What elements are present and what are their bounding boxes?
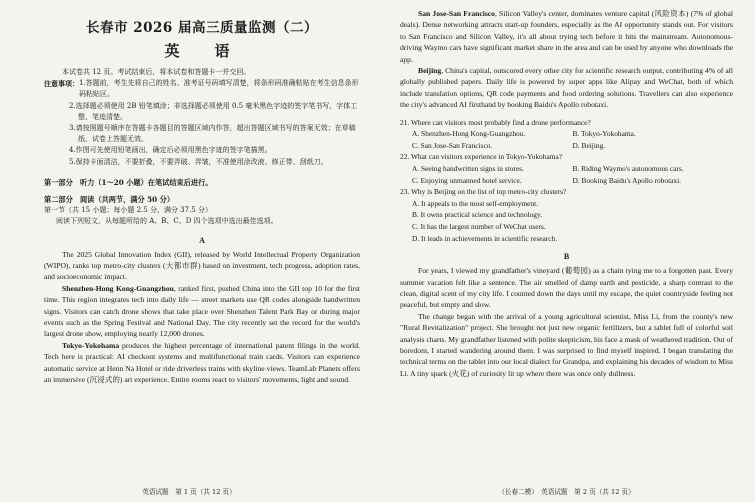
subject-title: 英 语 — [164, 42, 240, 60]
exam-intro: 本试卷共 12 页。考试结束后，将本试卷和答题卡一并交回。 — [62, 68, 251, 76]
passage-b-label: B — [563, 252, 570, 262]
para-2-body: , ranked first, pushed China into the GII top 10 for the first time. This region integrates tech into daily life — street markets use QR codes alongside handwritten signs. Visitors can catch drone shows that take place over Shenzhen Talent Park Bay or during major events such as the Spring Festival and National Day. The city recently set the record for the world's largest drone show, employing nearly 12,000 drones. — [44, 283, 360, 339]
question-21: 21. Where can visitors most probably find a drone performance? — [400, 117, 591, 127]
question-23-options — [400, 198, 733, 244]
option: B. It owns practical science and technology. — [412, 210, 543, 220]
page-2 — [378, 0, 755, 502]
notice-item-2: 2.选择题必须使用 2B 铅笔填涂；非选择题必须使用 0.5 毫米黑色字迹的签字笔书写，字体工整、笔迹清楚。 — [69, 101, 358, 121]
question-23: 23. Why is Beijing on the list of top metro-city clusters? — [400, 187, 567, 197]
option: C. It has the largest number of WeChat users. — [412, 222, 546, 231]
option: C. San Jose-San Francisco. — [412, 140, 493, 150]
section-1-instructions: 阅读下列短文，从每题所给的 A、B、C、D 四个选项中选出最佳选项。 — [56, 217, 278, 226]
city-name-beijing: Beijing — [418, 66, 442, 76]
option: D. It leads in achievements in scientific research. — [412, 233, 558, 243]
passage-a-para-4 — [400, 8, 733, 65]
passage-a-para-3 — [44, 340, 360, 386]
para-5-body: , China's capital, outscored every other city for scientific research output, contributing 4% of all globally published papers. Daily life is powered by super apps like Alipay and WeChat, both of which include translation options, QR code payments and food ordering solutions. Travellers can also experience the city's advanced AI firsthand by booking Baidu's Apollo robotaxi. — [400, 66, 733, 110]
notice-block — [44, 78, 360, 100]
page-1-footer: 英语试题 第 1 页（共 12 页） — [142, 488, 236, 496]
passage-a-para-5 — [400, 65, 733, 111]
page-2-footer: （长春二模） 英语试题 第 2 页（共 12 页） — [498, 488, 635, 496]
section-1-heading: 第一节（共 15 小题；每小题 2.5 分，满分 37.5 分） — [44, 206, 212, 215]
option: B. Tokyo-Yokohama. — [572, 129, 636, 139]
option: A. Seeing handwritten signs in stores. — [412, 164, 524, 174]
passage-a-label: A — [199, 235, 205, 245]
part-2-heading: 第二部分 阅读（共两节，满分 50 分） — [44, 195, 175, 205]
city-name-shenzhen: Shenzhen-Hong Kong-Guangzhou — [62, 283, 174, 293]
notice-item-1: 1.答题前，考生先将自己的姓名、准考证号码填写清楚，将条形码准确粘贴在考生信息条形码粘贴区。 — [79, 79, 359, 99]
passage-b-para-2: The change began with the arrival of a young agricultural scientist, Miss Li, from the county's new "Rural Revitalization" project. She brought not just new organic fertilizers, but a tablet full of colorful soil analysis charts. My grandfather listened with polite skepticism, his face a mask of weathered tradition. Out of boredom, I started wandering around them. I was surprised to find myself inspired. I began translating the technical terms on the tablet into our local dialect for Grandpa, and explaining his decades of wisdom to Miss Li. A tiny spark (火花) of curiosity lit up where there was once only dullness. — [400, 311, 733, 378]
notice-item-5: 5.保持卡面清洁，不要折叠，不要弄破、弄皱，不准使用涂改液、修正带、刮纸刀。 — [69, 157, 328, 166]
question-21-options — [400, 128, 733, 151]
city-name-sanjose: San Jose-San Francisco — [418, 9, 495, 18]
option: C. Enjoying unmanned hotel service. — [412, 175, 522, 185]
part-1-heading: 第一部分 听力（1～20 小题）在笔试结束后进行。 — [44, 177, 213, 187]
passage-a-para-2 — [44, 283, 360, 340]
option: B. Riding Waymo's autonomous cars. — [572, 164, 684, 174]
passage-a-para-1: The 2025 Global Innovation Index (GII), released by World Intellectual Property Organization (WIPO), ranks top metro-city clusters (大都市群) based on investment, tech progress, adoption rates, and socioeconomic impact. — [44, 249, 360, 282]
option: A. Shenzhen-Hong Kong-Guangzhou. — [412, 129, 526, 139]
notice-item-3: 3.请按照题号顺序在答题卡各题目的答题区域内作答，超出答题区域书写的答案无效；在草稿纸、试卷上答题无效。 — [69, 124, 356, 144]
option: D. Beijing. — [572, 140, 606, 150]
exam-title: 长春市 2026 届高三质量监测（二） — [86, 20, 318, 36]
para-4-body: , Silicon Valley's center, dominates venture capital (风险资本) (7% of global deals). Dense networking attracts start-up founders, especially as the AI opportunity stands out. For visitors to San Francisco and Silicon Valley, it's all about trying tech before it hits the mainstream. Autonomous-driving Waymo cars have significant market share in the area and can be used by anyone who downloads the app. — [400, 9, 733, 64]
passage-b-para-1: For years, I viewed my grandfather's vineyard (葡萄园) as a chain tying me to a forgotten past. Every summer vacation felt like a sentence. The air smelled of damp earth and pesticide, a sharp contrast to the clean, digital scent of my city life. I counted down the days until my escape, the quiet countryside feeling not peaceful, but empty and slow. — [400, 266, 733, 310]
option: D. Booking Baidu's Apollo robotaxi. — [572, 175, 681, 185]
question-22: 22. What can visitors experience in Tokyo-Yokohama? — [400, 152, 563, 162]
notice-item-4: 4.作图可先使用铅笔画出，确定后必须用黑色字迹的签字笔描黑。 — [69, 146, 272, 155]
para-3-body: produces the highest percentage of international patent filings in the world. Tech here is practical: AI checkout systems and multifunctional train cards. Visitors can experience automatic service at Henn Na Hotel or ride driverless trains with skyline views. TeamLab Planets offers an immersive (沉浸式的) art experience. Entire rooms react to visitors' movements, light and sound. — [44, 340, 360, 385]
city-name-tokyo: Tokyo-Yokohama — [62, 340, 120, 350]
option: A. It appeals to the most self-employment. — [412, 198, 539, 208]
question-22-options — [400, 163, 733, 186]
notice-label: 注意事项： — [44, 79, 79, 89]
